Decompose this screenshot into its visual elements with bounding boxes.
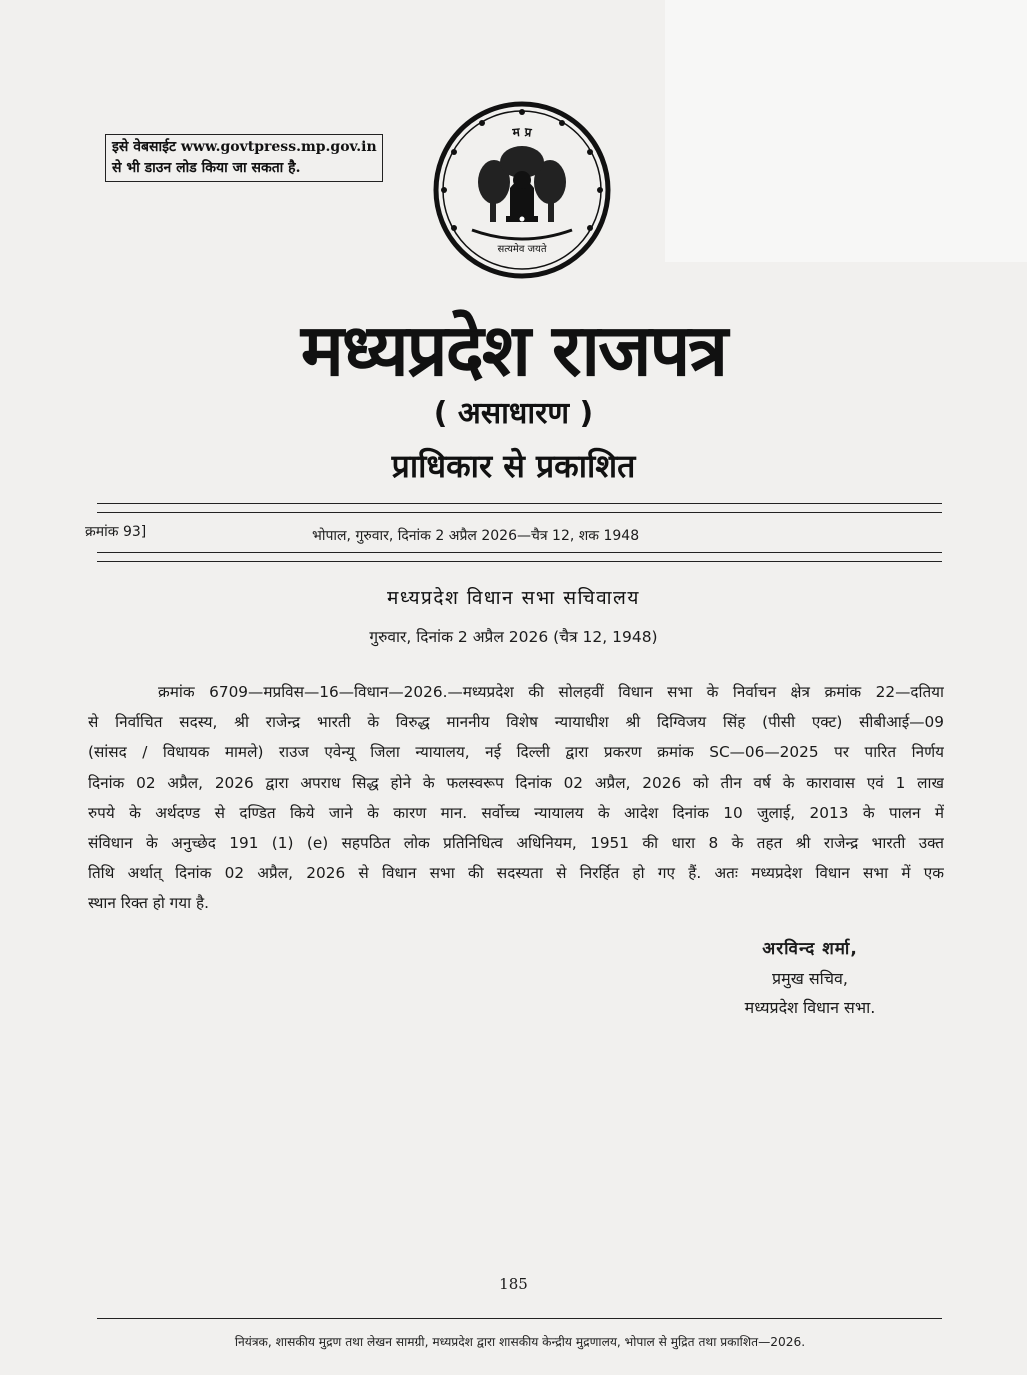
header-rule-bottom-2 bbox=[97, 561, 942, 562]
notice-body-line: तिथि अर्थात् दिनांक 02 अप्रैल, 2026 से विधान सभा की सदस्यता से निरर्हित हो गए हैं. अतः मध्यप्रदेश विधान सभा में एक bbox=[88, 864, 944, 883]
gazette-subtitle: ( असाधारण ) bbox=[433, 396, 594, 431]
state-emblem-seal bbox=[432, 100, 612, 280]
website-note-box bbox=[105, 134, 383, 182]
header-rule-top-2 bbox=[97, 512, 942, 513]
notice-date: गुरुवार, दिनांक 2 अप्रैल 2026 (चैत्र 12, 1948) bbox=[369, 628, 658, 646]
website-note-line2: से भी डाउन लोड किया जा सकता है. bbox=[112, 160, 301, 176]
header-rule-top bbox=[97, 503, 942, 504]
notice-body-line: (सांसद / विधायक मामले) राउज एवेन्यू जिला न्यायालय, नई दिल्ली द्वारा प्रकरण क्रमांक SC—06—2025 पर पारित निर्णय bbox=[88, 743, 944, 762]
notice-body-line: स्थान रिक्त हो गया है. bbox=[88, 894, 209, 913]
gazette-title: मध्यप्रदेश राजपत्र bbox=[300, 308, 727, 392]
header-rule-bottom bbox=[97, 552, 942, 553]
notice-body-line: दिनांक 02 अप्रैल, 2026 द्वारा अपराध सिद्ध होने के फलस्वरूप दिनांक 02 अप्रैल, 2026 को तीन वर्ष के कारावास एवं 1 लाख bbox=[88, 773, 944, 792]
notice-body-line: संविधान के अनुच्छेद 191 (1) (e) सहपठित लोक प्रतिनिधित्व अधिनियम, 1951 की धारा 8 के तहत श्री राजेन्द्र भारती उक्त bbox=[88, 834, 944, 853]
website-note-line1: इसे वेबसाईट www.govtpress.mp.gov.in bbox=[112, 139, 377, 155]
gazette-authority: प्राधिकार से प्रकाशित bbox=[391, 447, 636, 485]
notice-heading: मध्यप्रदेश विधान सभा सचिवालय bbox=[387, 587, 640, 609]
notice-body-line: रुपये के अर्थदण्ड से दण्डित किये जाने के कारण मान. सर्वोच्च न्यायालय के आदेश दिनांक 10 जुलाई, 2013 के पालन में bbox=[88, 803, 944, 822]
issue-number: क्रमांक 93] bbox=[85, 524, 147, 540]
signatory-office: मध्यप्रदेश विधान सभा. bbox=[744, 998, 876, 1017]
scan-shade bbox=[665, 0, 1027, 262]
footer-rule bbox=[97, 1318, 942, 1319]
issue-date: भोपाल, गुरुवार, दिनांक 2 अप्रैल 2026—चैत्र 12, शक 1948 bbox=[312, 528, 640, 544]
notice-body-line: क्रमांक 6709—मप्रविस—16—विधान—2026.—मध्यप्रदेश की सोलहवीं विधान सभा के निर्वाचन क्षेत्र क्रमांक 22—दतिया bbox=[158, 683, 944, 701]
page-number: 185 bbox=[499, 1275, 528, 1293]
signature-block bbox=[700, 935, 920, 1022]
signatory-designation: प्रमुख सचिव, bbox=[772, 969, 848, 988]
signatory-name: अरविन्द शर्मा, bbox=[762, 939, 858, 959]
issue-line bbox=[80, 518, 950, 548]
emblem-top-text: म प्र bbox=[511, 124, 533, 140]
emblem-motto: सत्यमेव जयते bbox=[497, 244, 547, 255]
notice-body-line: से निर्वाचित सदस्य, श्री राजेन्द्र भारती के विरुद्ध माननीय विशेष न्यायाधीश श्री दिग्विजय सिंह (पीसी एक्ट) सीबीआई—09 bbox=[88, 713, 944, 732]
printer-footer: नियंत्रक, शासकीय मुद्रण तथा लेखन सामग्री, मध्यप्रदेश द्वारा शासकीय केन्द्रीय मुद्रणालय, भोपाल से मुद्रित तथा प्रकाशित—2026. bbox=[234, 1335, 806, 1349]
notice-body bbox=[88, 677, 944, 919]
lion-capital-icon bbox=[506, 171, 538, 222]
